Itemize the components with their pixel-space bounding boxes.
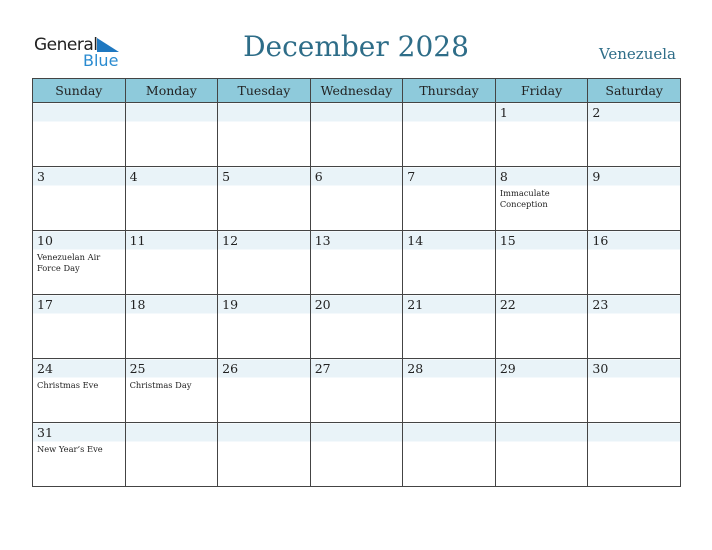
- day-number: 11: [129, 233, 146, 248]
- weekday-header: Wednesday: [310, 79, 403, 103]
- day-number: 3: [37, 169, 45, 184]
- holiday-label: Venezuelan Air Force Day: [37, 252, 101, 273]
- day-cell: [495, 423, 588, 487]
- day-cell: [310, 103, 403, 167]
- day-number: 17: [37, 297, 53, 312]
- day-cell: [403, 359, 496, 423]
- day-cell: [125, 103, 218, 167]
- day-number: 6: [314, 169, 323, 184]
- holiday-label: Christmas Eve: [37, 380, 99, 390]
- day-number: 28: [407, 361, 424, 376]
- day-number: 7: [407, 169, 416, 184]
- day-cell: [495, 231, 588, 295]
- day-cell: [403, 167, 496, 231]
- day-cell: [403, 295, 496, 359]
- day-cell: [588, 167, 681, 231]
- week-row: [33, 423, 681, 487]
- day-cell: [403, 103, 496, 167]
- weekday-header: Tuesday: [218, 79, 311, 103]
- day-number: 30: [592, 361, 609, 376]
- day-number: 8: [499, 169, 508, 184]
- day-cell: [588, 231, 681, 295]
- day-cell: [310, 295, 403, 359]
- weekday-header: Saturday: [588, 79, 681, 103]
- day-number: 10: [37, 233, 53, 248]
- day-cell: [218, 295, 311, 359]
- day-number: 24: [37, 361, 53, 376]
- day-cell: [495, 103, 588, 167]
- logo-text-blue: Blue: [83, 51, 119, 70]
- day-number: 2: [592, 105, 601, 120]
- day-cell: [310, 231, 403, 295]
- calendar-grid: [32, 78, 681, 487]
- day-cell: [495, 295, 588, 359]
- day-number: 31: [37, 425, 53, 440]
- day-cell: [310, 423, 403, 487]
- week-row: [33, 103, 681, 167]
- day-number: 22: [499, 297, 516, 312]
- day-number: 27: [314, 361, 331, 376]
- day-cell: [33, 359, 126, 423]
- week-row: [33, 359, 681, 423]
- day-cell: [125, 359, 218, 423]
- day-cell: [33, 423, 126, 487]
- day-cell: [218, 359, 311, 423]
- day-cell: [310, 359, 403, 423]
- week-row: [33, 295, 681, 359]
- day-number: 9: [592, 169, 601, 184]
- day-number: 5: [222, 169, 231, 184]
- day-number: 14: [407, 233, 424, 248]
- day-cell: [33, 231, 126, 295]
- week-row: [33, 231, 681, 295]
- day-cell: [403, 231, 496, 295]
- day-number: 12: [222, 233, 239, 248]
- week-row: [33, 167, 681, 231]
- holiday-label: New Year’s Eve: [37, 444, 103, 454]
- day-cell: [218, 231, 311, 295]
- day-number: 29: [499, 361, 516, 376]
- day-cell: [33, 167, 126, 231]
- day-number: 21: [407, 297, 424, 312]
- day-number: 20: [314, 297, 331, 312]
- day-number: 19: [222, 297, 239, 312]
- day-cell: [403, 423, 496, 487]
- day-number: 26: [222, 361, 239, 376]
- day-cell: [495, 359, 588, 423]
- day-number: 13: [314, 233, 331, 248]
- day-number: 4: [129, 169, 138, 184]
- weekday-header: Monday: [125, 79, 218, 103]
- day-cell: [218, 167, 311, 231]
- day-number: 15: [499, 233, 516, 248]
- holiday-label: Immaculate Conception: [499, 188, 550, 209]
- day-cell: [125, 423, 218, 487]
- day-cell: [310, 167, 403, 231]
- country-label: Venezuela: [598, 45, 676, 63]
- day-cell: [588, 103, 681, 167]
- day-cell: [218, 103, 311, 167]
- day-number: 25: [129, 361, 146, 376]
- day-cell: [125, 167, 218, 231]
- weekday-header: Friday: [495, 79, 588, 103]
- weekday-header: Sunday: [33, 79, 126, 103]
- day-cell: [33, 103, 126, 167]
- day-cell: [125, 295, 218, 359]
- day-number: 18: [129, 297, 146, 312]
- day-cell: [218, 423, 311, 487]
- day-number: 1: [499, 105, 508, 120]
- day-cell: [495, 167, 588, 231]
- day-cell: [125, 231, 218, 295]
- weekday-header: Thursday: [403, 79, 496, 103]
- holiday-label: Christmas Day: [129, 380, 192, 390]
- day-number: 16: [592, 233, 609, 248]
- calendar-title: December 2028: [243, 30, 469, 63]
- day-cell: [588, 295, 681, 359]
- day-cell: [588, 423, 681, 487]
- day-number: 23: [592, 297, 609, 312]
- day-cell: [33, 295, 126, 359]
- logo-text-general: General: [34, 35, 98, 55]
- weekday-header-row: [33, 79, 681, 103]
- day-cell: [588, 359, 681, 423]
